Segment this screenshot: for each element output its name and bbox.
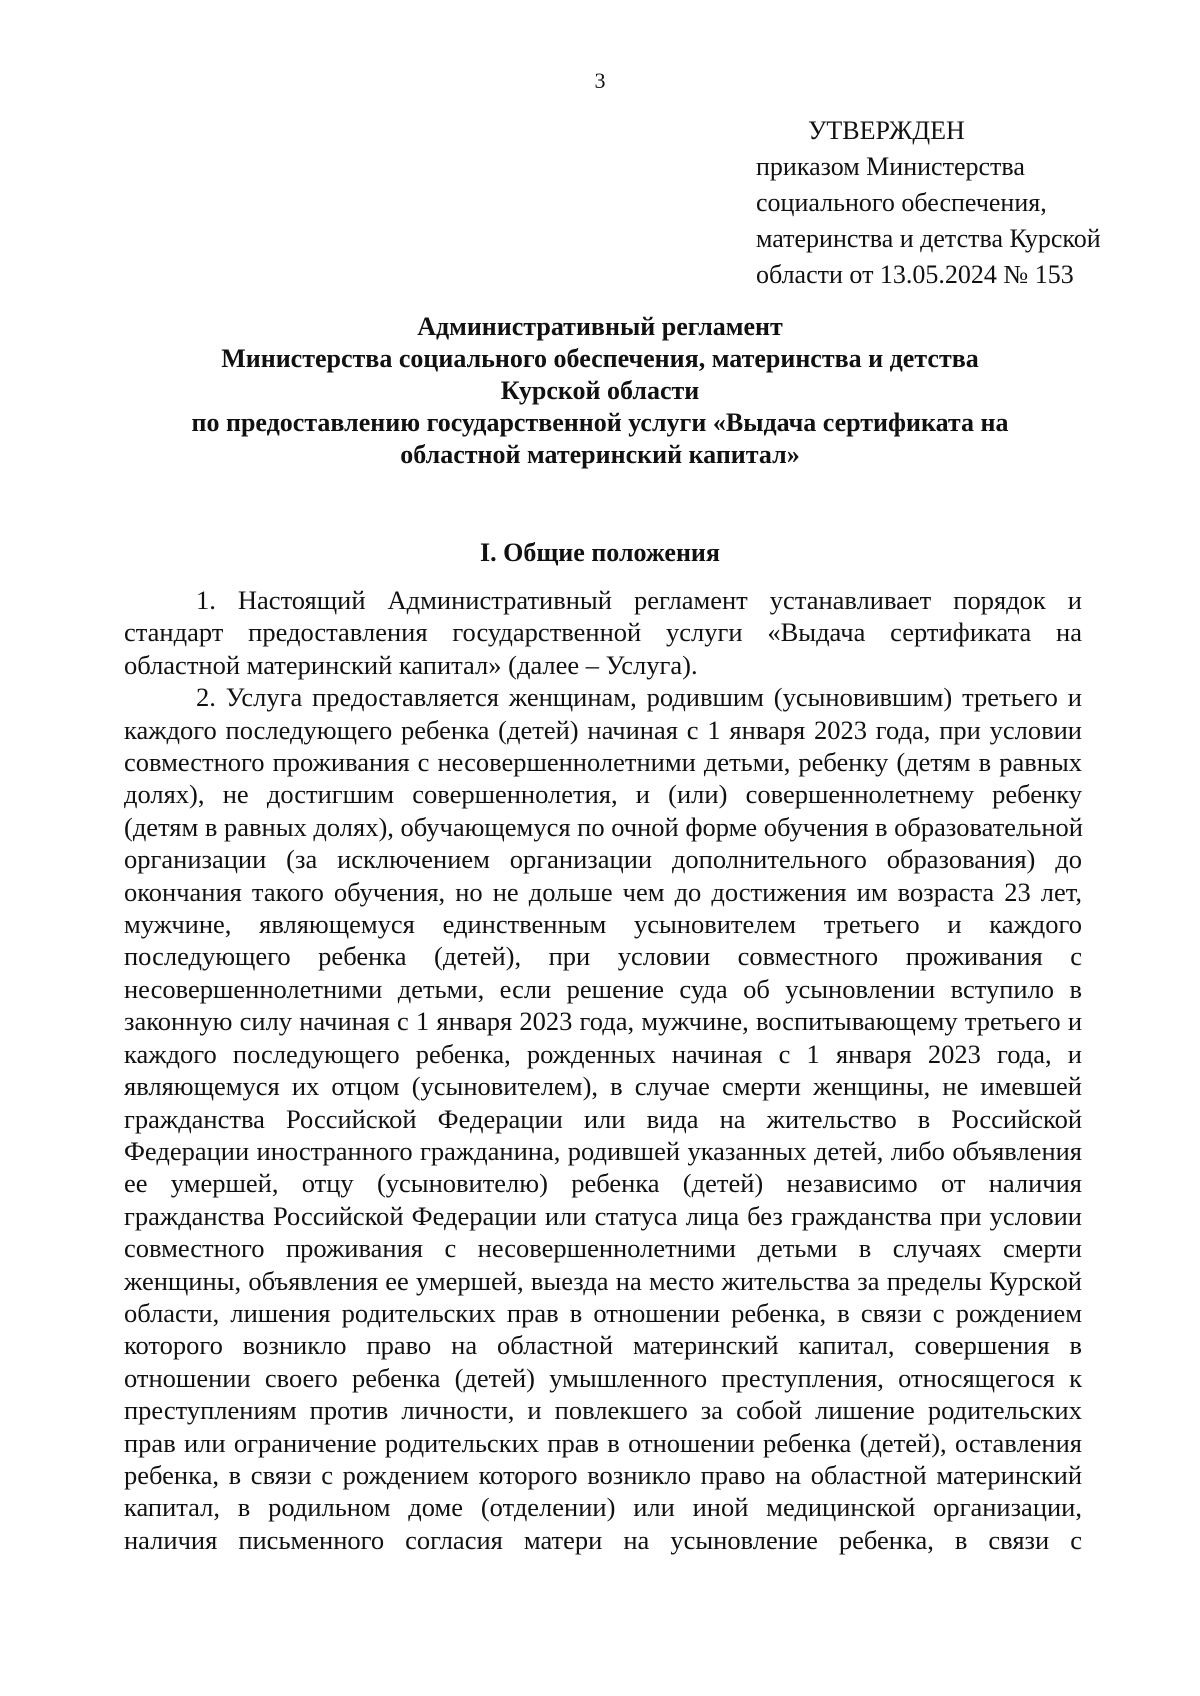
paragraph-line: области, лишения родительских прав в отношении ребенка, в связи с рождением (124, 1297, 1082, 1328)
approval-line: материнства и детства Курской (756, 224, 1101, 253)
approval-line: приказом Министерства (756, 152, 1025, 181)
paragraph (124, 681, 1082, 1556)
body-text (124, 584, 1082, 1556)
page-number: 3 (594, 68, 606, 93)
paragraph-line: женщины, объявления ее умершей, выезда на место жительства за пределы Курской (124, 1265, 1082, 1296)
paragraph-line: Федерации иностранного гражданина, родившей указанных детей, либо объявления (124, 1135, 1082, 1166)
paragraph-line: окончания такого обучения, но не дольше чем до достижения им возраста 23 лет, (124, 876, 1082, 907)
paragraph-line: стандарт предоставления государственной услуги «Выдача сертификата на (124, 617, 1082, 648)
section-heading: I. Общие положения (480, 538, 720, 567)
paragraph-line: которого возникло право на областной материнский капитал, совершения в (124, 1330, 1082, 1361)
paragraph-line: долях), не достигшим совершеннолетия, и (или) совершеннолетнему ребенку (124, 779, 1082, 810)
document-title-line: Административный регламент (417, 312, 783, 341)
paragraph-line: каждого последующего ребенка (детей) начиная с 1 января 2023 года, при условии (124, 714, 1082, 745)
paragraph-line: несовершеннолетними детьми, если решение суда об усыновлении вступило в (124, 973, 1082, 1004)
paragraph-line: совместного проживания с несовершеннолетними детьми, ребенку (детям в равных (124, 747, 1082, 778)
document-title-line: по предоставлению государственной услуги «Выдача сертификата на (191, 408, 1009, 437)
paragraph-line: ребенка, в связи с рождением которого возникло право на областной материнский (124, 1459, 1082, 1490)
paragraph-line: 2. Услуга предоставляется женщинам, родившим (усыновившим) третьего и (196, 682, 1082, 713)
paragraph-line: ее умершей, отцу (усыновителю) ребенка (детей) независимо от наличия (124, 1168, 1082, 1199)
document-title-line: Курской области (500, 376, 700, 405)
paragraph-line: гражданства Российской Федерации или статуса лица без гражданства при условии (124, 1200, 1082, 1231)
paragraph-line: 1. Настоящий Административный регламент устанавливает порядок и (196, 585, 1082, 615)
document-title (120, 311, 1080, 471)
paragraph-line: отношении своего ребенка (детей) умышленного преступления, относящегося к (124, 1362, 1082, 1393)
paragraph-line: каждого последующего ребенка, рожденных начиная с 1 января 2023 года, и (124, 1038, 1082, 1069)
paragraph (124, 584, 1082, 681)
paragraph-line: преступлениям против личности, и повлекшего за собой лишение родительских (124, 1395, 1082, 1426)
paragraph-line: законную силу начиная с 1 января 2023 года, мужчине, воспитывающему третьего и (124, 1006, 1082, 1037)
paragraph-line: (детям в равных долях), обучающемуся по очной форме обучения в образовательной (124, 811, 1083, 842)
approval-line: области от 13.05.2024 № 153 (756, 260, 1074, 289)
paragraph-line: являющемуся их отцом (усыновителем), в случае смерти женщины, не имевшей (124, 1071, 1082, 1102)
paragraph-line: мужчине, являющемуся единственным усыновителем третьего и каждого (124, 909, 1082, 940)
approval-line: социального обеспечения, (756, 188, 1047, 217)
paragraph-line: капитал, в родильном доме (отделении) или иной медицинской организации, (124, 1492, 1082, 1523)
paragraph-line: совместного проживания с несовершеннолетними детьми в случаях смерти (124, 1233, 1082, 1264)
paragraph-line: областной материнский капитал» (далее – Услуга). (124, 649, 698, 680)
approval-title: УТВЕРЖДЕН (808, 116, 965, 145)
document-title-line: областной материнский капитал» (400, 440, 800, 469)
paragraph-line: наличия письменного согласия матери на усыновление ребенка, в связи с (124, 1524, 1082, 1555)
approval-block (756, 113, 1156, 293)
paragraph-line: последующего ребенка (детей), при условии совместного проживания с (124, 941, 1082, 972)
document-title-line: Министерства социального обеспечения, материнства и детства (221, 344, 979, 373)
paragraph-line: гражданства Российской Федерации или вида на жительство в Российской (124, 1103, 1082, 1134)
paragraph-line: организации (за исключением организации дополнительного образования) до (124, 844, 1082, 875)
paragraph-line: прав или ограничение родительских прав в отношении ребенка (детей), оставления (124, 1427, 1082, 1458)
